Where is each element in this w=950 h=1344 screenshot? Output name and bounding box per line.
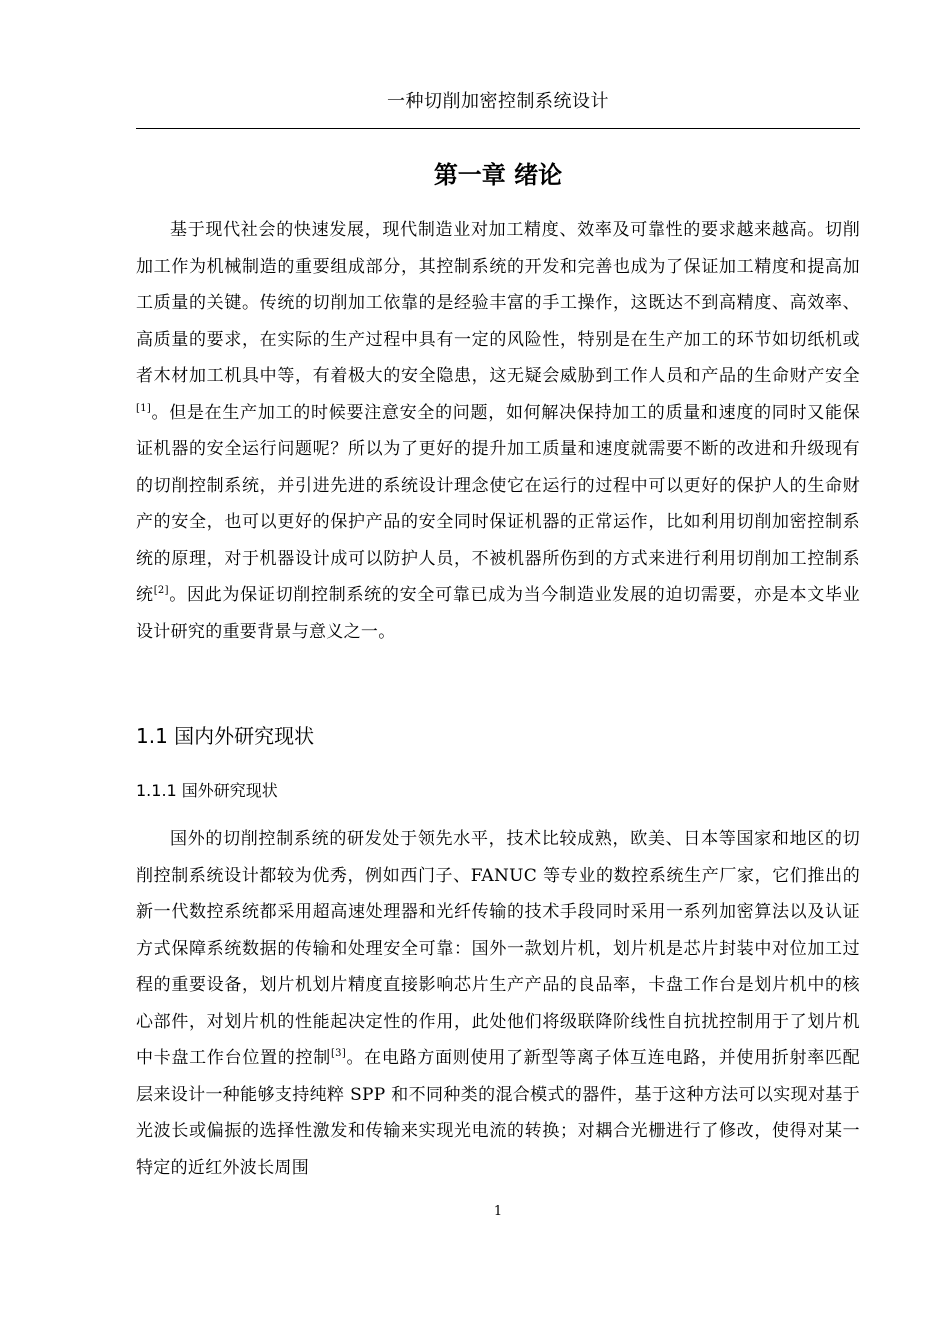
page-number: 1: [493, 1204, 503, 1219]
citation-ref-1[interactable]: [1]: [136, 402, 152, 414]
foreign-research-text-part-2: 。在电路方面则使用了新型等离子体互连电路，并使用折射率匹配层来设计一种能够支持纯粹 SPP 和不同种类的混合模式的器件，基于这种方法可以实现对基于光波长或偏振的选择性激发和传输来实现光电流的转换；对耦合光栅进行了修改，使得对某一特定的近红外波长周围: [136, 1048, 860, 1178]
foreign-research-text-part-1: 国外的切削控制系统的研发处于领先水平，技术比较成熟，欧美、日本等国家和地区的切削控制系统设计都较为优秀，例如西门子、FANUC 等专业的数控系统生产厂家，它们推出的新一代数控系统都采用超高速处理器和光纤传输的技术手段同时采用一系列加密算法以及认证方式保障系统数据的传输和处理安全可靠：国外一款划片机，划片机是芯片封装中对位加工过程的重要设备，划片机划片精度直接影响芯片生产产品的良品率，卡盘工作台是划片机中的核心部件，对划片机的性能起决定性的作用，此处他们将级联降阶线性自抗扰控制用于了划片机中卡盘工作台位置的控制: [136, 829, 860, 1068]
section-heading-1-1-1: 1.1.1 国外研究现状: [136, 781, 278, 800]
intro-text-part-3: 。因此为保证切削控制系统的安全可靠已成为当今制造业发展的迫切需要，亦是本文毕业设计研究的重要背景与意义之一。: [136, 585, 860, 642]
intro-text-part-1: 基于现代社会的快速发展，现代制造业对加工精度、效率及可靠性的要求越来越高。切削加工作为机械制造的重要组成部分，其控制系统的开发和完善也成为了保证加工精度和提高加工质量的关键。传统的切削加工依靠的是经验丰富的手工操作，这既达不到高精度、高效率、高质量的要求，在实际的生产过程中具有一定的风险性，特别是在生产加工的环节如切纸机或者木材加工机具中等，有着极大的安全隐患，这无疑会威胁到工作人员和产品的生命财产安全: [136, 220, 860, 386]
chapter-title: 第一章 绪论: [433, 161, 563, 189]
citation-ref-3[interactable]: [3]: [330, 1048, 347, 1059]
running-header: 一种切削加密控制系统设计: [387, 91, 609, 112]
section-heading-1-1: 1.1 国内外研究现状: [136, 724, 315, 748]
citation-ref-2[interactable]: [2]: [153, 585, 169, 596]
intro-text-part-2: 。但是在生产加工的时候要注意安全的问题，如何解决保持加工的质量和速度的同时又能保证机器的安全运行问题呢？所以为了更好的提升加工质量和速度就需要不断的改进和升级现有的切削控制系统，并引进先进的系统设计理念使它在运行的过程中可以更好的保护人的生命财产的安全，也可以更好的保护产品的安全同时保证机器的正常运作，比如利用切削加密控制系统的原理，对于机器设计成可以防护人员，不被机器所伤到的方式来进行利用切削加工控制系统: [136, 402, 860, 605]
intro-paragraph: [136, 212, 860, 650]
header-divider: [136, 128, 860, 129]
foreign-research-paragraph: [136, 821, 860, 1186]
